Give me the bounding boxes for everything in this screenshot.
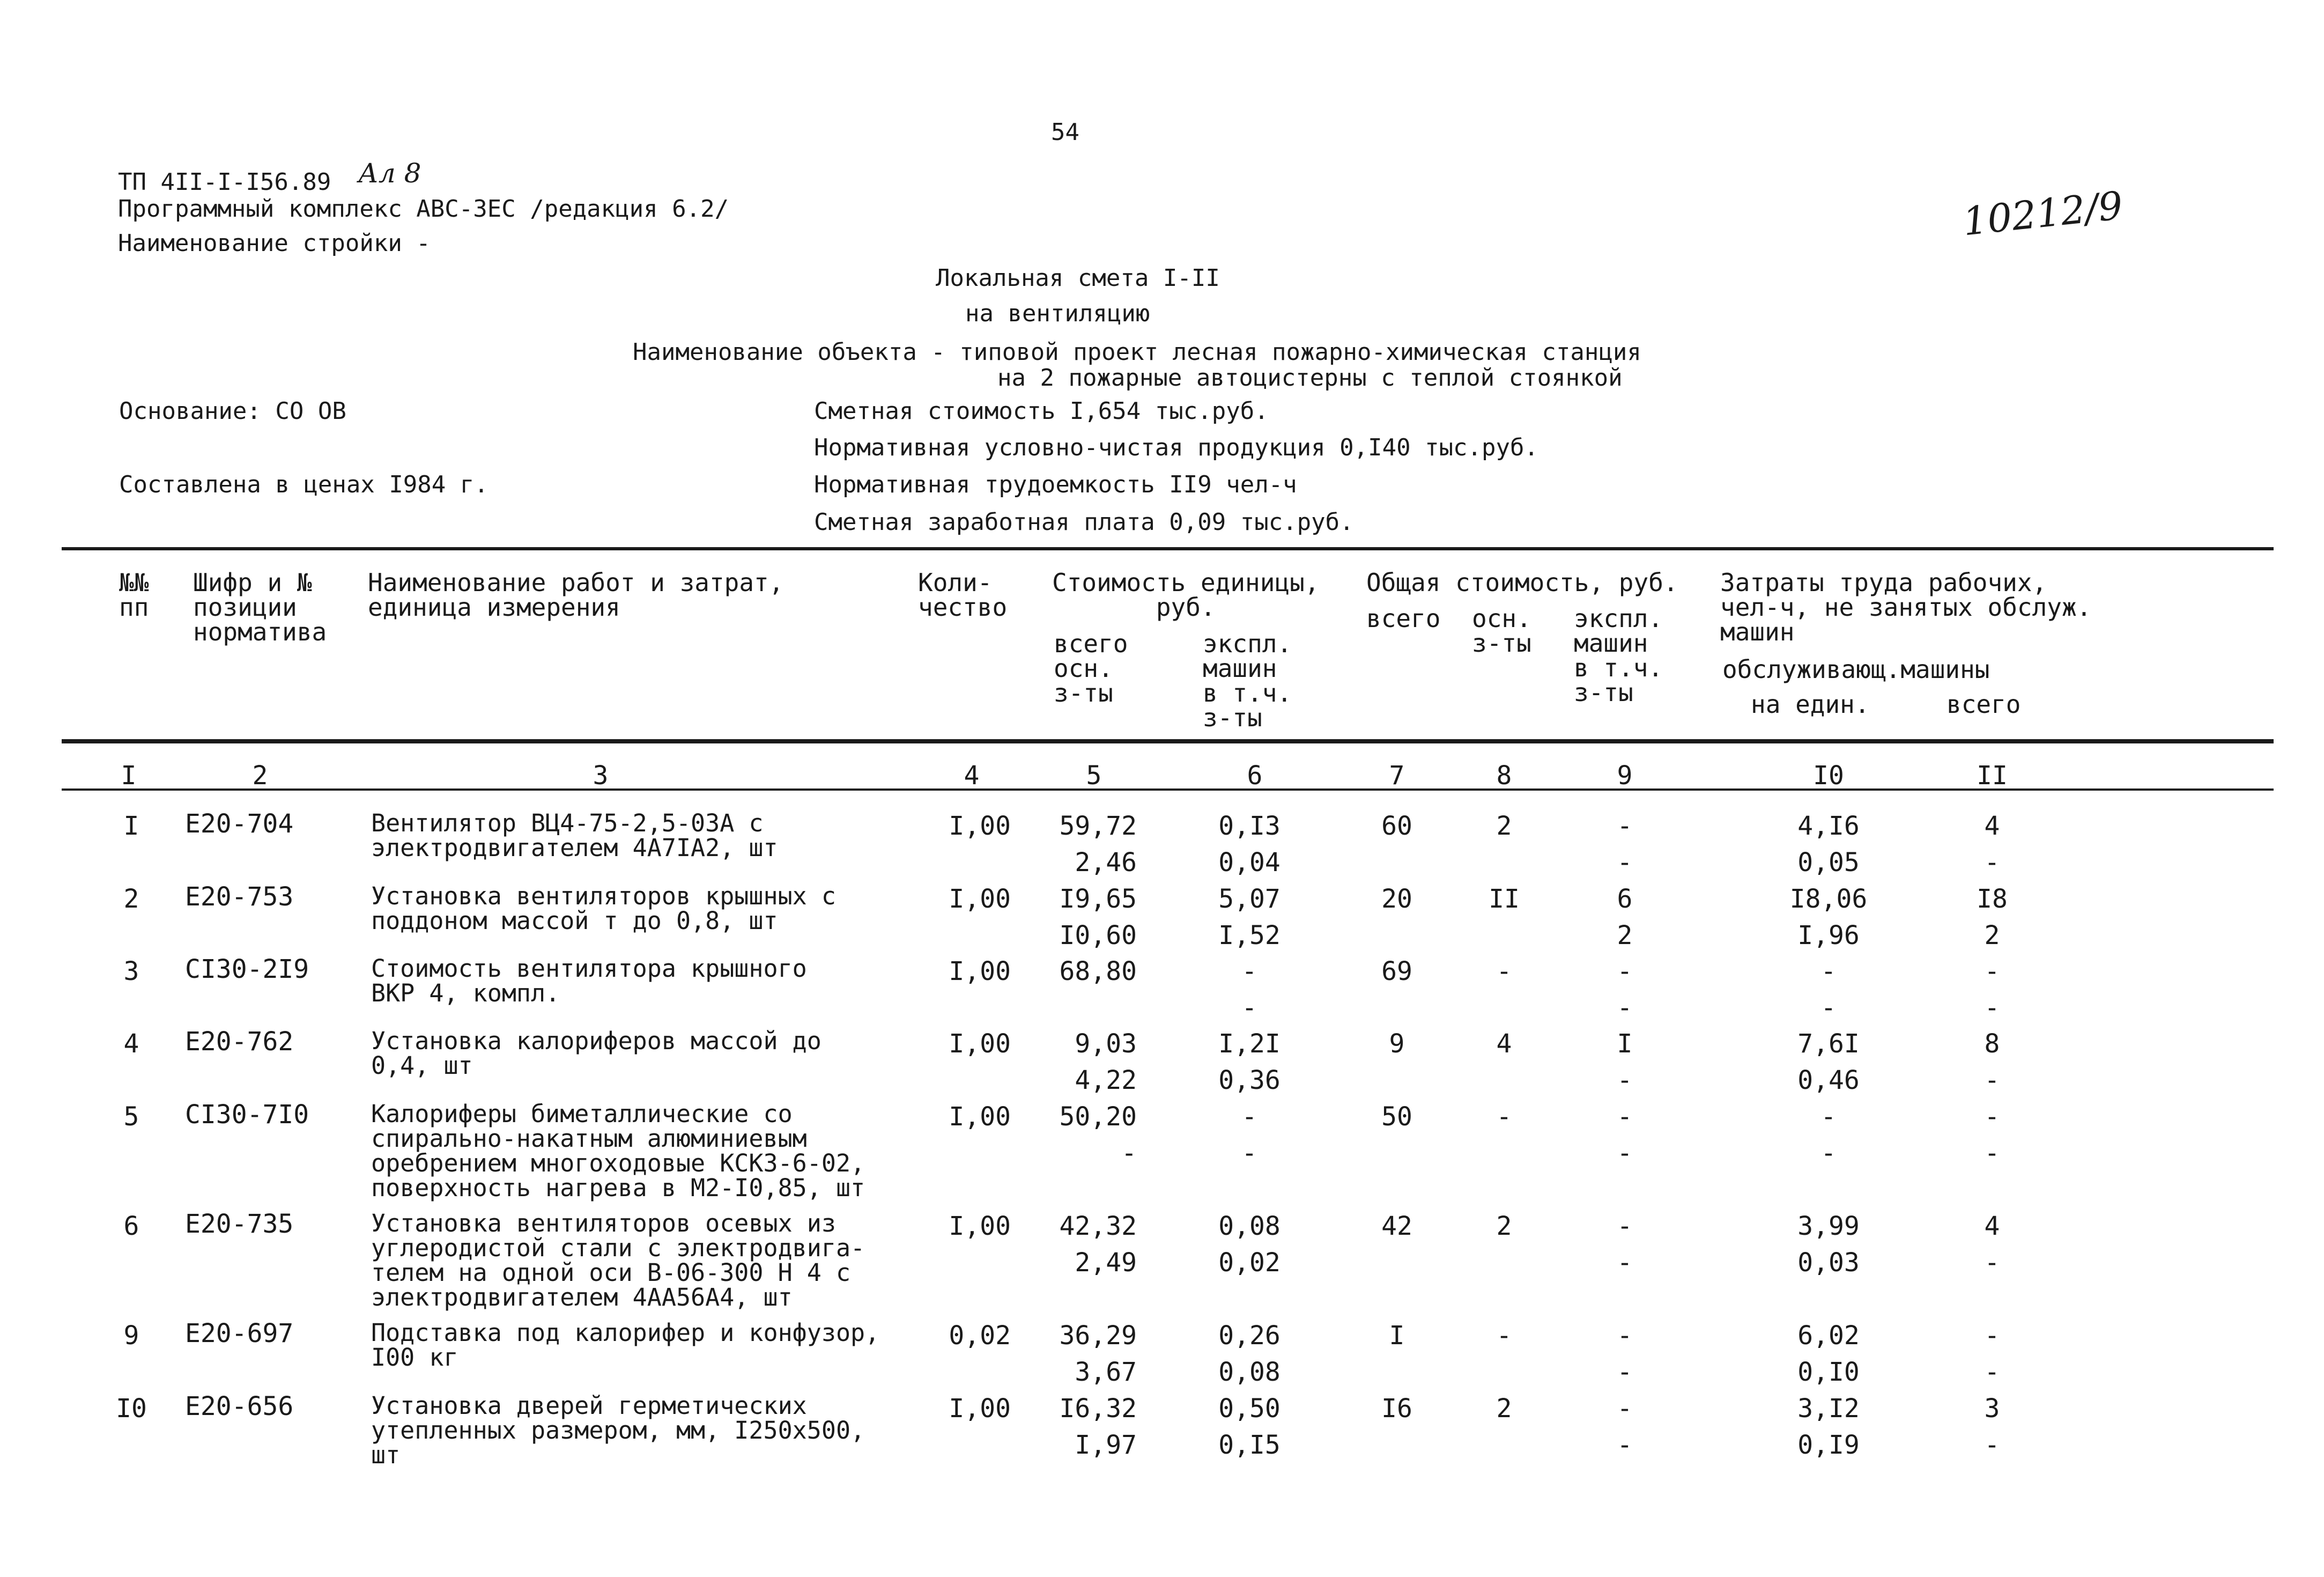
total-machines: - bbox=[1617, 1102, 1633, 1132]
unit-cost-total: 2,49 bbox=[1075, 1248, 1137, 1278]
row-number: I0 bbox=[116, 1394, 147, 1424]
unit-cost-total: I6,32 bbox=[1059, 1394, 1137, 1424]
header-total-cost: Общая стоимость, руб. bbox=[1366, 568, 1678, 597]
row-number: 3 bbox=[123, 956, 139, 986]
unit-cost-total: 68,80 bbox=[1059, 956, 1137, 986]
quantity: I,00 bbox=[949, 884, 1011, 914]
column-numbers-rule bbox=[62, 788, 2274, 791]
labor-per-unit: 4,I6 bbox=[1797, 811, 1860, 841]
labor-per-unit: 0,03 bbox=[1797, 1248, 1860, 1278]
unit-cost-total: 4,22 bbox=[1075, 1065, 1137, 1095]
quantity: I,00 bbox=[949, 1102, 1011, 1132]
work-name: Установка вентиляторов осевых из углеродистой стали с электродвига- телем на одной оси В-06-300 Н 4 с электродвигателем 4АА56А4, шт bbox=[371, 1209, 865, 1311]
labor-total: 8 bbox=[1984, 1029, 2000, 1059]
header-labor-per-unit: на един. bbox=[1751, 690, 1870, 719]
labor-total: I8 bbox=[1977, 884, 2008, 914]
labor-per-unit: 0,I9 bbox=[1797, 1430, 1860, 1460]
basis-label: Основание: СО ОВ bbox=[119, 397, 346, 425]
column-number: 2 bbox=[252, 761, 268, 791]
labor-total: - bbox=[1984, 956, 2000, 986]
total-machines: - bbox=[1617, 956, 1633, 986]
header-labor: Затраты труда рабочих, чел-ч, не занятых обслуж. машин bbox=[1720, 568, 2092, 646]
total-wages: 2 bbox=[1496, 811, 1512, 841]
unit-cost-total: I0,60 bbox=[1059, 920, 1137, 950]
summary-labor: Нормативная трудоемкость II9 чел-ч bbox=[814, 471, 1297, 498]
column-number: 8 bbox=[1496, 761, 1512, 791]
labor-per-unit: 0,46 bbox=[1797, 1065, 1860, 1095]
labor-total: 4 bbox=[1984, 1211, 2000, 1241]
row-number: 9 bbox=[123, 1321, 139, 1351]
row-number: I bbox=[123, 811, 139, 841]
total-machines: - bbox=[1617, 1248, 1633, 1278]
labor-total: 4 bbox=[1984, 811, 2000, 841]
labor-per-unit: - bbox=[1820, 1138, 1837, 1168]
header-code: Шифр и № позиции норматива bbox=[193, 568, 327, 646]
summary-wages: Сметная заработная плата 0,09 тыс.руб. bbox=[814, 509, 1354, 536]
unit-cost-machines: 0,02 bbox=[1218, 1248, 1281, 1278]
unit-cost-machines: I,52 bbox=[1218, 920, 1281, 950]
quantity: 0,02 bbox=[949, 1321, 1011, 1351]
total-cost: 69 bbox=[1381, 956, 1412, 986]
doc-code-handwritten: Ал 8 bbox=[358, 158, 421, 189]
quantity: I,00 bbox=[949, 1394, 1011, 1424]
header-unit-machines: экспл. машин в т.ч. з-ты bbox=[1203, 629, 1292, 732]
quantity: I,00 bbox=[949, 811, 1011, 841]
unit-cost-machines: 0,08 bbox=[1218, 1211, 1281, 1241]
total-machines: - bbox=[1617, 1357, 1633, 1387]
summary-production: Нормативная условно-чистая продукция 0,I40 тыс.руб. bbox=[814, 434, 1539, 461]
labor-per-unit: I8,06 bbox=[1789, 884, 1868, 914]
table-top-rule bbox=[62, 547, 2274, 550]
total-machines: 2 bbox=[1617, 920, 1633, 950]
labor-per-unit: I,96 bbox=[1797, 920, 1860, 950]
labor-per-unit: 3,99 bbox=[1797, 1211, 1860, 1241]
total-cost: 20 bbox=[1381, 884, 1412, 914]
stroika-label: Наименование стройки - bbox=[118, 230, 431, 257]
work-name: Установка вентиляторов крышных с поддоном массой т до 0,8, шт bbox=[371, 882, 836, 935]
labor-per-unit: 7,6I bbox=[1797, 1029, 1860, 1059]
total-cost: 60 bbox=[1381, 811, 1412, 841]
labor-total: - bbox=[1984, 1357, 2000, 1387]
column-number: 5 bbox=[1086, 761, 1102, 791]
unit-cost-machines: - bbox=[1241, 956, 1257, 986]
unit-cost-total: 3,67 bbox=[1075, 1357, 1137, 1387]
unit-cost-machines: - bbox=[1241, 1138, 1257, 1168]
total-wages: 4 bbox=[1496, 1029, 1512, 1059]
unit-cost-total: 50,20 bbox=[1059, 1102, 1137, 1132]
header-number: №№ пп bbox=[119, 568, 149, 622]
header-total-wages: осн. з-ты bbox=[1472, 604, 1531, 658]
total-wages: II bbox=[1489, 884, 1520, 914]
norm-code: Е20-735 bbox=[185, 1209, 294, 1239]
unit-cost-machines: 0,I5 bbox=[1218, 1430, 1281, 1460]
page-number: 54 bbox=[1051, 119, 1079, 146]
labor-per-unit: - bbox=[1820, 956, 1837, 986]
total-machines: - bbox=[1617, 848, 1633, 878]
work-name: Подставка под калорифер и конфузор, I00 кг bbox=[371, 1318, 880, 1372]
handwritten-reference: 10212/9 bbox=[1960, 182, 2125, 245]
object-line-2: на 2 пожарные автоцистерны с теплой стоянкой bbox=[997, 364, 1623, 392]
total-machines: - bbox=[1617, 993, 1633, 1023]
norm-code: Е20-704 bbox=[185, 809, 294, 839]
total-wages: - bbox=[1496, 956, 1512, 986]
unit-cost-machines: 0,08 bbox=[1218, 1357, 1281, 1387]
norm-code: Е20-656 bbox=[185, 1391, 294, 1421]
unit-cost-machines: 5,07 bbox=[1218, 884, 1281, 914]
unit-cost-machines: 0,04 bbox=[1218, 848, 1281, 878]
unit-cost-total: I,97 bbox=[1075, 1430, 1137, 1460]
header-labor-total: всего bbox=[1946, 690, 2021, 719]
header-labor-sub: обслуживающ.машины bbox=[1722, 655, 1990, 684]
column-number: 3 bbox=[593, 761, 609, 791]
header-quantity: Коли- чество bbox=[918, 568, 1008, 622]
unit-cost-machines: - bbox=[1241, 993, 1257, 1023]
labor-total: - bbox=[1984, 1138, 2000, 1168]
column-number: II bbox=[1977, 761, 2008, 791]
unit-cost-machines: 0,36 bbox=[1218, 1065, 1281, 1095]
column-number: I bbox=[121, 761, 137, 791]
unit-cost-machines: 0,I3 bbox=[1218, 811, 1281, 841]
total-machines: I bbox=[1617, 1029, 1633, 1059]
row-number: 6 bbox=[123, 1211, 139, 1241]
labor-total: - bbox=[1984, 1430, 2000, 1460]
unit-cost-machines: 0,50 bbox=[1218, 1394, 1281, 1424]
total-cost: 42 bbox=[1381, 1211, 1412, 1241]
unit-cost-machines: I,2I bbox=[1218, 1029, 1281, 1059]
doc-code: ТП 4II-I-I56.89 bbox=[118, 168, 331, 196]
quantity: I,00 bbox=[949, 1211, 1011, 1241]
labor-per-unit: - bbox=[1820, 993, 1837, 1023]
prices-label: Составлена в ценах I984 г. bbox=[119, 471, 489, 498]
column-number: 4 bbox=[964, 761, 980, 791]
norm-code: Е20-753 bbox=[185, 882, 294, 912]
total-machines: - bbox=[1617, 1430, 1633, 1460]
unit-cost-machines: - bbox=[1241, 1102, 1257, 1132]
work-name: Вентилятор ВЦ4-75-2,5-03А с электродвигателем 4А7IА2, шт bbox=[371, 809, 778, 862]
object-line-1: Наименование объекта - типовой проект лесная пожарно-химическая станция bbox=[633, 338, 1641, 366]
work-name: Установка калориферов массой до 0,4, шт bbox=[371, 1027, 821, 1080]
labor-total: - bbox=[1984, 1102, 2000, 1132]
header-total: всего bbox=[1366, 604, 1441, 633]
total-machines: - bbox=[1617, 1065, 1633, 1095]
total-machines: - bbox=[1617, 1138, 1633, 1168]
norm-code: Е20-762 bbox=[185, 1027, 294, 1057]
unit-cost-total: 59,72 bbox=[1059, 811, 1137, 841]
quantity: I,00 bbox=[949, 956, 1011, 986]
total-machines: - bbox=[1617, 811, 1633, 841]
labor-per-unit: 3,I2 bbox=[1797, 1394, 1860, 1424]
unit-cost-total: 9,03 bbox=[1075, 1029, 1137, 1059]
labor-total: - bbox=[1984, 1321, 2000, 1351]
labor-total: - bbox=[1984, 848, 2000, 878]
labor-total: - bbox=[1984, 1065, 2000, 1095]
labor-total: 2 bbox=[1984, 920, 2000, 950]
labor-per-unit: 6,02 bbox=[1797, 1321, 1860, 1351]
labor-per-unit: - bbox=[1820, 1102, 1837, 1132]
estimate-title: Локальная смета I-II bbox=[936, 264, 1220, 292]
header-total-machines: экспл. машин в т.ч. з-ты bbox=[1574, 604, 1663, 707]
header-unit-cost: Стоимость единицы, руб. bbox=[1052, 568, 1320, 622]
unit-cost-total: I9,65 bbox=[1059, 884, 1137, 914]
column-number: 6 bbox=[1247, 761, 1263, 791]
total-cost: I6 bbox=[1381, 1394, 1412, 1424]
column-number: I0 bbox=[1813, 761, 1844, 791]
estimate-subtitle: на вентиляцию bbox=[965, 300, 1150, 327]
total-wages: - bbox=[1496, 1321, 1512, 1351]
total-cost: I bbox=[1389, 1321, 1405, 1351]
labor-total: - bbox=[1984, 993, 2000, 1023]
unit-cost-total: 2,46 bbox=[1075, 848, 1137, 878]
summary-cost: Сметная стоимость I,654 тыс.руб. bbox=[814, 397, 1269, 425]
total-wages: 2 bbox=[1496, 1394, 1512, 1424]
header-bottom-rule bbox=[62, 739, 2274, 743]
labor-total: 3 bbox=[1984, 1394, 2000, 1424]
norm-code: СI30-2I9 bbox=[185, 954, 309, 984]
unit-cost-total: - bbox=[1121, 1138, 1137, 1168]
column-number: 9 bbox=[1617, 761, 1633, 791]
total-machines: - bbox=[1617, 1321, 1633, 1351]
header-unit-total: всего осн. з-ты bbox=[1054, 629, 1128, 708]
total-cost: 9 bbox=[1389, 1029, 1405, 1059]
labor-per-unit: 0,I0 bbox=[1797, 1357, 1860, 1387]
row-number: 4 bbox=[123, 1029, 139, 1059]
labor-per-unit: 0,05 bbox=[1797, 848, 1860, 878]
work-name: Установка дверей герметических утепленных размером, мм, I250x500, шт bbox=[371, 1391, 865, 1469]
column-number: 7 bbox=[1389, 761, 1405, 791]
total-cost: 50 bbox=[1381, 1102, 1412, 1132]
total-machines: - bbox=[1617, 1211, 1633, 1241]
row-number: 2 bbox=[123, 884, 139, 914]
work-name: Калориферы биметаллические со спирально-накатным алюминиевым оребрением многоходовые КСКЗ-6-02, поверхность нагрева в М2-I0,85, шт bbox=[371, 1100, 865, 1202]
unit-cost-machines: 0,26 bbox=[1218, 1321, 1281, 1351]
program-line: Программный комплекс АВС-ЗЕС /редакция 6.2/ bbox=[118, 195, 729, 223]
unit-cost-total: 36,29 bbox=[1059, 1321, 1137, 1351]
header-work-name: Наименование работ и затрат, единица измерения bbox=[368, 568, 784, 622]
unit-cost-total: 42,32 bbox=[1059, 1211, 1137, 1241]
work-name: Стоимость вентилятора крышного ВКР 4, компл. bbox=[371, 954, 807, 1007]
total-machines: 6 bbox=[1617, 884, 1633, 914]
norm-code: Е20-697 bbox=[185, 1318, 294, 1348]
total-machines: - bbox=[1617, 1394, 1633, 1424]
quantity: I,00 bbox=[949, 1029, 1011, 1059]
total-wages: 2 bbox=[1496, 1211, 1512, 1241]
norm-code: СI30-7I0 bbox=[185, 1100, 309, 1130]
labor-total: - bbox=[1984, 1248, 2000, 1278]
total-wages: - bbox=[1496, 1102, 1512, 1132]
row-number: 5 bbox=[123, 1102, 139, 1132]
